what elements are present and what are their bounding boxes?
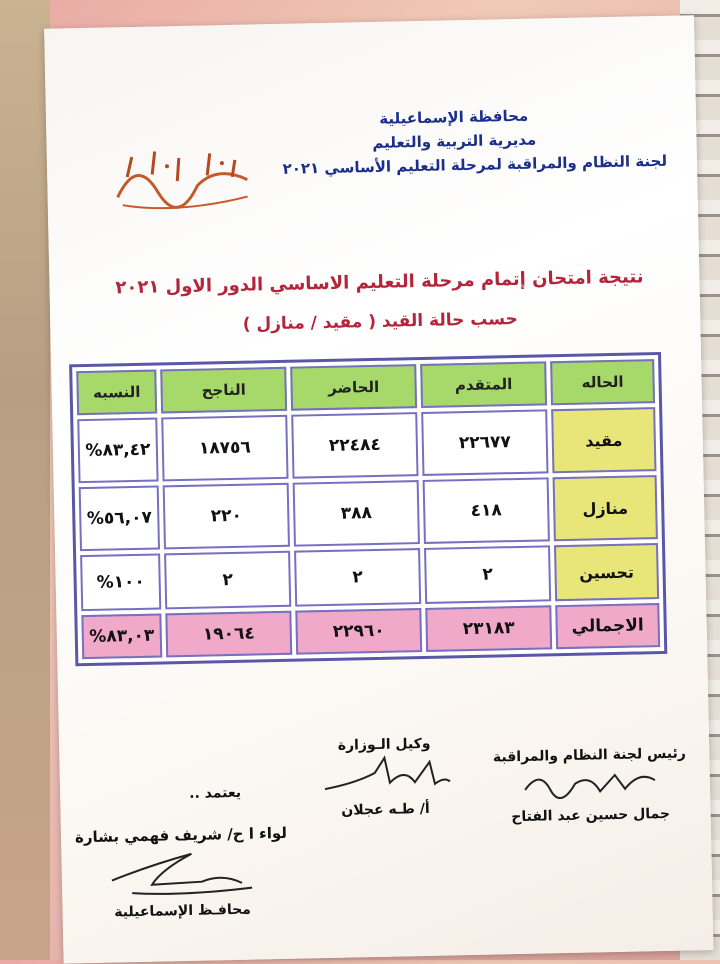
chair-signature-block <box>489 745 691 825</box>
header-passed: الناجح <box>160 367 287 414</box>
header-applied: المتقدم <box>420 361 547 408</box>
row-label-home: منازل <box>553 475 658 541</box>
result-subtitle: حسب حالة القيد ( مقيد / منازل ) <box>242 308 519 335</box>
cell-applied: ٢٣١٨٣ <box>425 605 552 652</box>
cell-passed: ١٨٧٥٦ <box>161 415 288 482</box>
governorate-name: محافظة الإسماعيلية <box>379 106 529 128</box>
cell-applied: ٢ <box>424 545 551 604</box>
cell-present: ٢٢٩٦٠ <box>295 608 422 655</box>
directorate-name: مديرية التربية والتعليم <box>372 130 537 152</box>
cell-present: ٢٢٤٨٤ <box>291 412 418 479</box>
cell-applied: ٤١٨ <box>423 477 550 544</box>
cell-present: ٢ <box>294 548 421 607</box>
cell-applied: ٢٢٦٧٧ <box>421 409 548 476</box>
chair-name: جمال حسين عبد الفتاح <box>511 805 671 826</box>
cell-ratio: ١٠٠% <box>80 553 161 611</box>
folder-background-left <box>0 0 50 960</box>
row-label-improvement: تحسين <box>554 543 659 601</box>
governor-name: لواء ا ح/ شريف فهمي بشارة <box>74 823 288 847</box>
header-present: الحاضر <box>290 364 417 411</box>
chair-signature <box>515 762 666 805</box>
governor-signature <box>91 842 272 901</box>
deputy-title: وكيل الـوزارة <box>337 735 431 754</box>
cell-ratio: ٨٣,٤٢% <box>77 418 158 484</box>
governor-title: محافـظ الإسماعيلية <box>114 901 252 921</box>
cell-ratio: ٥٦,٠٧% <box>79 486 160 552</box>
basmala-calligraphy <box>106 134 258 217</box>
cell-passed: ٢٢٠ <box>163 483 290 550</box>
cell-passed: ١٩٠٦٤ <box>165 611 292 658</box>
row-label-total: الاجمالي <box>555 603 660 649</box>
results-table <box>69 352 667 666</box>
committee-name: لجنة النظام والمراقبة لمرحلة التعليم الأساسي ٢٠٢١ <box>282 151 668 178</box>
cell-present: ٣٨٨ <box>293 480 420 547</box>
governor-signature-block <box>71 824 293 922</box>
deputy-signature <box>314 751 455 799</box>
deputy-name: أ/ طـه عجلان <box>341 800 430 819</box>
deputy-signature-block <box>299 735 471 820</box>
row-label-enrolled: مقيد <box>551 407 656 473</box>
document-page <box>44 15 713 963</box>
chair-title: رئيس لجنة النظام والمراقبة <box>492 745 687 766</box>
header-status: الحاله <box>550 359 655 405</box>
result-title: نتيجة امتحان إتمام مرحلة التعليم الاساسي الدور الاول ٢٠٢١ <box>115 266 644 299</box>
cell-passed: ٢ <box>164 551 291 610</box>
approval-label: يعتمد .. <box>189 784 242 802</box>
cell-ratio: ٨٣,٠٣% <box>81 613 162 659</box>
header-ratio: النسبه <box>76 370 157 416</box>
document-header <box>281 101 667 181</box>
